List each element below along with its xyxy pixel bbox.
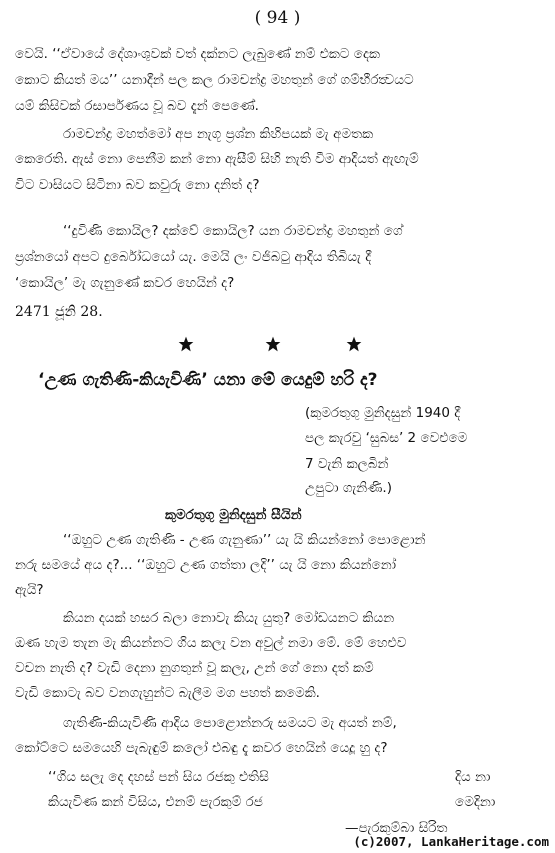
para5-line-4: වැඩි කොටැ බව වනගැහුන්ට බැලීම මග පහත් කමෙකි. xyxy=(15,685,320,701)
para1-line-1: වෙයි. ‘‘ඒවායේ දේශාංශුවක් වත් දක්නට ලැබුණේ නම් එකට දෙක xyxy=(15,46,380,62)
para1-line-3: යම් කිසිවක් රසාර්පණය වූ බව දැන් පෙණේ. xyxy=(15,98,259,114)
star-icon xyxy=(178,336,194,352)
poem-line-1-left: ‘‘ගිය සලැ දෙ දහස් පන් සිය රජකු එතිසි xyxy=(48,769,269,785)
para3-line-1: ‘‘දුවිණි කොයිල? දක්වේ කොයිල? යන රාමචන්ද්‍ර මහතුන් ගේ xyxy=(63,223,403,239)
star-icon xyxy=(265,336,281,352)
source-note-line-1: (කුමරතුගු මුනිදසුන් 1940 දී xyxy=(305,405,461,421)
source-note-line-3: 7 වැනි කලබින් xyxy=(305,456,389,472)
para1-line-2: කොට කියත් මය’’ යනාදීන් පල කල රාමචන්ද්‍ර මහතුන් ගේ ගම්‍භීරත්‍වයට xyxy=(15,72,414,88)
author-line: කුමරතුගු මුනිදසුන් සීයින් xyxy=(165,507,302,523)
para6-line-1: ගැතිණි-කියැවිණි ආදිය පොළොන්නරු සමයට මැ අයත් නම්, xyxy=(63,715,397,731)
poem-line-2-right: මෙදිනා xyxy=(455,794,496,810)
star-divider xyxy=(0,336,555,360)
source-note-line-4: උපුටා ගැනිණි.) xyxy=(305,480,392,496)
poem-line-2-left: කියැවිණ කන් විසිය, එනම් පැරකුම් රජ xyxy=(48,794,263,810)
para5-line-2: ඔණ හැම තැන මැ කියන්නට ගිය කලැ වන අවුල් නමා මේ. මේ හෙළුව xyxy=(15,635,407,651)
para3-line-3: ‘කොයිල’ මැ ගැනුණේ කවර හෙයින් ද? xyxy=(15,275,235,291)
para3-line-2: ප්‍රශ්නයෝ අපට දුර්බෝධයෝ යැ. මෙයි ලං වජිබටු ආදිය තිබියැ දී xyxy=(15,249,372,265)
page-number: ( 94 ) xyxy=(254,8,301,28)
date-line: 2471 ජූනි 28. xyxy=(15,304,103,320)
para2-line-2: කෙරෙති. ඇස් නො පෙනීම කන් නො ඇසීම් සිහි නැති වීම ආදියත් ඇඟැම් xyxy=(15,151,419,167)
para2-line-1: රාමචන්ද්‍ර මහත්මෝ අප නැගූ ප්‍රශ්න කිහිපයක් මැ අමතක xyxy=(63,126,374,142)
poem-source: —පැරකුම්බා සිරිත xyxy=(345,820,448,836)
para5-line-3: වචන නැති ද? වැඩි දෙනා නුගතුන් වූ කලැ, උන් ගේ නො දත් කම් xyxy=(15,660,374,676)
para2-line-3: විට වාසියට සිටිනා බව කවුරු නො දනිත් ද? xyxy=(15,177,260,193)
para4-line-3: ඇයි? xyxy=(15,582,44,598)
star-icon xyxy=(346,336,362,352)
para4-line-1: ‘‘ඔහුට උණ ගැතිණි - උණ ගැනුණා’’ යැ යි කියන්නෝ පොළොන් xyxy=(63,532,426,548)
poem-line-1-right: දිය නා xyxy=(455,769,491,785)
para5-line-1: කියන දයක් හසර බලා නොවැ කියැ යුතු? මෝඩයනට කියන xyxy=(63,610,395,626)
para6-line-2: කෝට්ටෙ සමයෙහි පැබැඳුම් කලෝ එබඳු දැ කවර හෙයින් යෙදූ හු ද? xyxy=(15,740,388,756)
copyright-credit: (c)2007, LankaHeritage.com xyxy=(353,834,549,849)
source-note-line-2: පල කැරවු ‘සුබස’ 2 වෙළුමෙ xyxy=(305,430,468,446)
para4-line-2: නරු සමයේ අය ද?... ‘‘ඔහුට උණ ගත්තා ලදි’’ යැ යි නො කියන්නෝ xyxy=(15,557,397,573)
section-heading: ‘උණ ගැතිණි-කියැවිණි’ යනා මේ යෙදුම් හරි ද? xyxy=(38,370,378,390)
